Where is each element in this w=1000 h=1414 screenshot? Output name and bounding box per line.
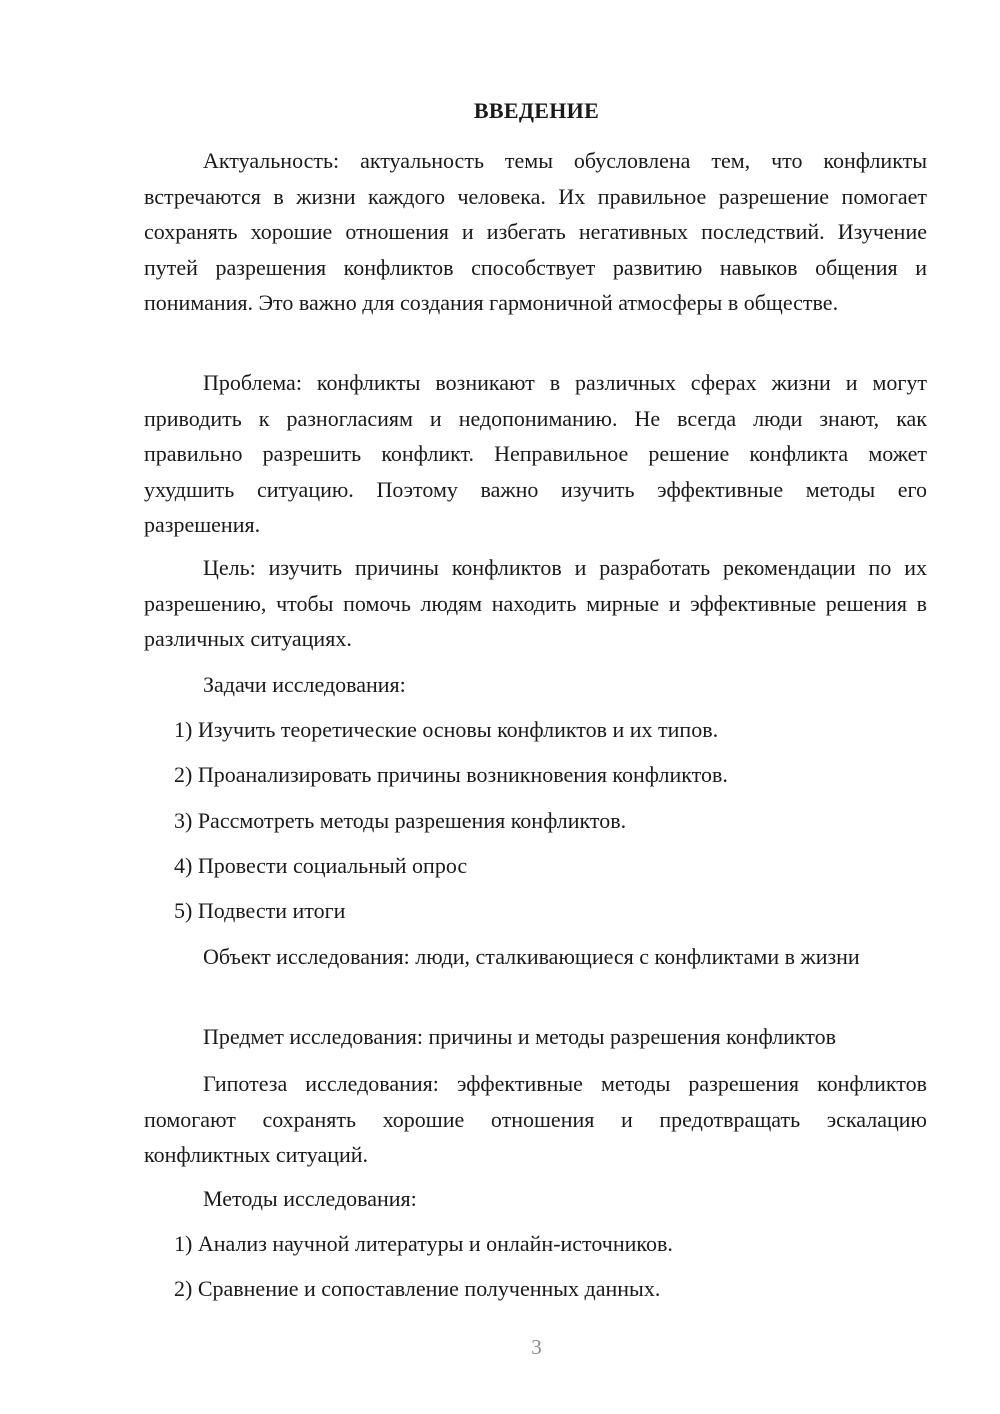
task-item-5: 5) Подвести итоги — [174, 898, 346, 923]
paragraph-problem: Проблема: конфликты возникают в различных сферах жизни и могут приводить к разногласиям и недопониманию. Не всегда люди знают, как правильно разрешить конфликт. Неправильное решение конфликта может ухудшить ситуацию. Поэтому важно изучить эффективные методы его разрешения. — [144, 370, 927, 537]
page-title: ВВЕДЕНИЕ — [473, 98, 600, 123]
paragraph-hypothesis: Гипотеза исследования: эффективные методы разрешения конфликтов помогают сохранять хорошие отношения и предотвращать эскалацию конфликтных ситуаций. — [144, 1071, 927, 1167]
page-number: 3 — [531, 1335, 542, 1359]
paragraph-relevance: Актуальность: актуальность темы обусловлена тем, что конфликты встречаются в жизни каждого человека. Их правильное разрешение помогает сохранять хорошие отношения и избегать негативных последствий. Изучение путей разрешения конфликтов способствует развитию навыков общения и понимания. Это важно для создания гармоничной атмосферы в обществе. — [144, 148, 927, 315]
task-item-3: 3) Рассмотреть методы разрешения конфликтов. — [174, 808, 627, 833]
paragraph-goal: Цель: изучить причины конфликтов и разработать рекомендации по их разрешению, чтобы помочь людям находить мирные и эффективные решения в различных ситуациях. — [144, 555, 927, 651]
task-item-2: 2) Проанализировать причины возникновения конфликтов. — [174, 762, 728, 787]
paragraph-subject: Предмет исследования: причины и методы разрешения конфликтов — [203, 1024, 837, 1049]
method-item-1: 1) Анализ научной литературы и онлайн-источников. — [174, 1231, 673, 1256]
task-item-1: 1) Изучить теоретические основы конфликтов и их типов. — [174, 717, 719, 742]
tasks-heading: Задачи исследования: — [203, 672, 406, 697]
method-item-2: 2) Сравнение и сопоставление полученных данных. — [174, 1276, 661, 1301]
methods-heading: Методы исследования: — [203, 1186, 417, 1211]
paragraph-object: Объект исследования: люди, сталкивающиеся с конфликтами в жизни — [203, 944, 860, 969]
task-item-4: 4) Провести социальный опрос — [174, 853, 468, 878]
